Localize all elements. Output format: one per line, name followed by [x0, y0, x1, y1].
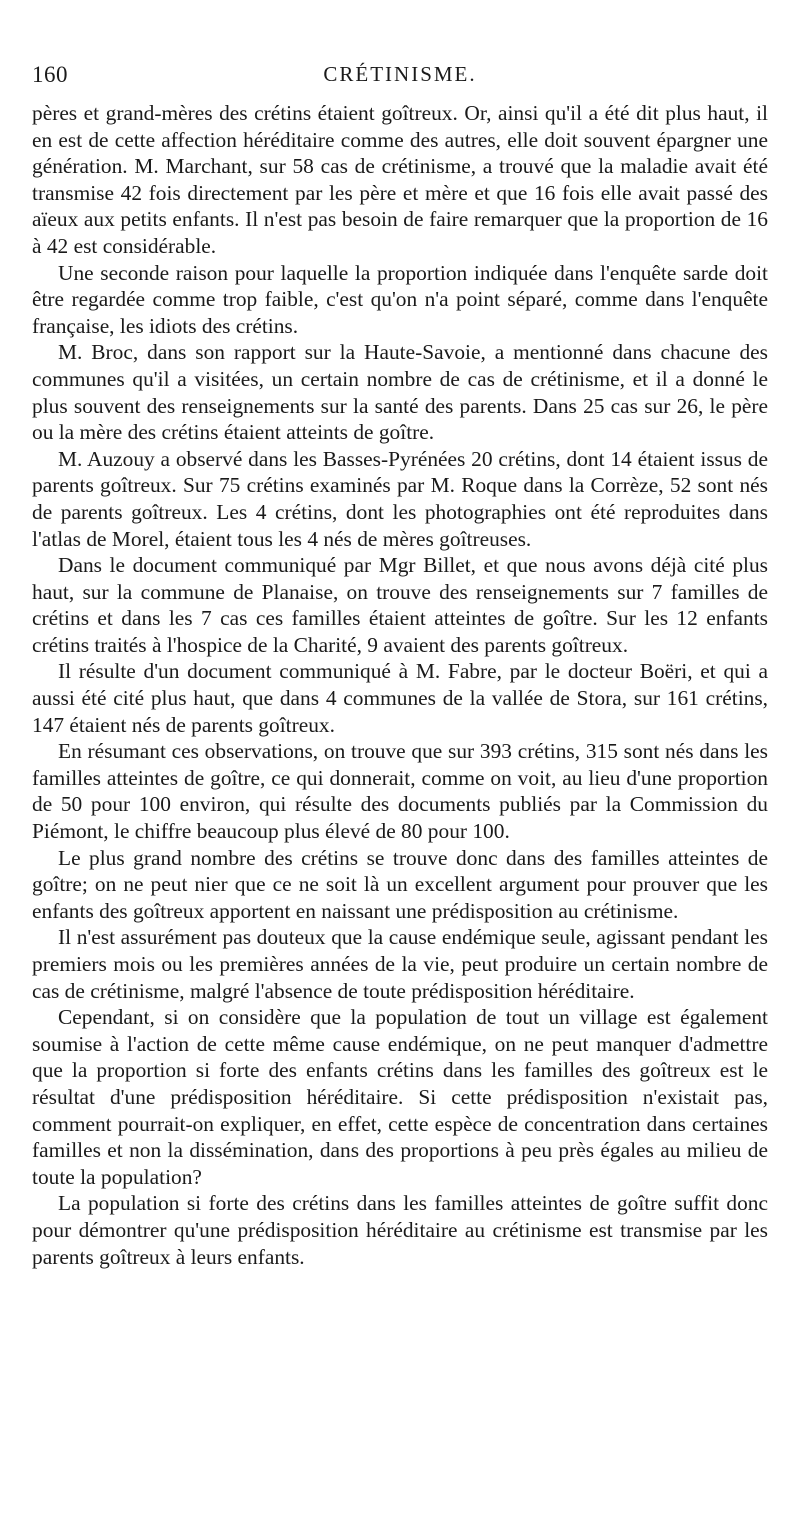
- paragraph: En résumant ces observations, on trouve que sur 393 crétins, 315 sont nés dans les familles atteintes de goître, ce qui donnerait, comme on voit, au lieu d'une proportion de 50 pour 100 environ, qui résulte des documents publiés par la Commission du Piémont, le chiffre beaucoup plus élevé de 80 pour 100.: [32, 739, 768, 844]
- paragraph-continuation: pères et grand-mères des crétins étaient goîtreux. Or, ainsi qu'il a été dit plus haut, il en est de cette affection héréditaire comme des autres, elle doit souvent épargner une génération. M. Marchant, sur 58 cas de crétinisme, a trouvé que la maladie avait été transmise 42 fois directement par les père et mère et que 16 fois elle avait passé des aïeux aux petits enfants. Il n'est pas besoin de faire remarquer que la proportion de 16 à 42 est considérable.: [32, 101, 768, 258]
- paragraph: Dans le document communiqué par Mgr Billet, et que nous avons déjà cité plus haut, sur la commune de Planaise, on trouve des renseignements sur 7 familles de crétins et dans les 7 cas ces familles étaient atteintes de goître. Sur les 12 enfants crétins traités à l'hospice de la Charité, 9 avaient des parents goîtreux.: [32, 553, 768, 657]
- page-number: 160: [32, 62, 68, 87]
- paragraph: La population si forte des crétins dans les familles atteintes de goître suffit donc pour démontrer qu'une prédisposition héréditaire au crétinisme est transmise par les parents goîtreux à leurs enfants.: [32, 1191, 768, 1269]
- paragraph: Cependant, si on considère que la population de tout un village est également soumise à l'action de cette même cause endémique, on ne peut manquer d'admettre que la proportion si forte des enfants crétins dans les familles des goîtreux est le résultat d'une prédisposition héréditaire. Si cette prédisposition n'existait pas, comment pourrait-on expliquer, en effet, cette espèce de concentration dans certaines familles et non la dissémination, dans des proportions à peu près égales au milieu de toute la population?: [32, 1005, 768, 1189]
- paragraph: Une seconde raison pour laquelle la proportion indiquée dans l'enquête sarde doit être regardée comme trop faible, c'est qu'on n'a point séparé, comme dans l'enquête française, les idiots des crétins.: [32, 260, 768, 338]
- paragraph: Le plus grand nombre des crétins se trouve donc dans des familles atteintes de goître; on ne peut nier que ce ne soit là un excellent argument pour prouver que les enfants des goîtreux apportent en naissant une prédisposition au crétinisme.: [32, 845, 768, 923]
- paragraph: Il n'est assurément pas douteux que la cause endémique seule, agissant pendant les premiers mois ou les premières années de la vie, peut produire un certain nombre de cas de crétinisme, malgré l'absence de toute prédisposition héréditaire.: [32, 925, 768, 1003]
- body-text: [32, 100, 768, 1270]
- paragraph: Il résulte d'un document communiqué à M. Fabre, par le docteur Boëri, et qui a aussi été cité plus haut, que dans 4 communes de la vallée de Stora, sur 161 crétins, 147 étaient nés de parents goîtreux.: [32, 659, 768, 737]
- paragraph: M. Broc, dans son rapport sur la Haute-Savoie, a mentionné dans chacune des communes qu'il a visitées, un certain nombre de cas de crétinisme, et il a donné le plus souvent des renseignements sur la santé des parents. Dans 25 cas sur 26, le père ou la mère des crétins étaient atteints de goître.: [32, 340, 768, 445]
- page-header: [32, 62, 768, 96]
- paragraph: M. Auzouy a observé dans les Basses-Pyrénées 20 crétins, dont 14 étaient issus de parents goîtreux. Sur 75 crétins examinés par M. Roque dans la Corrèze, 52 sont nés de parents goîtreux. Les 4 crétins, dont les photographies ont été reproduites dans l'atlas de Morel, étaient tous les 4 nés de mères goîtreuses.: [32, 446, 768, 551]
- running-title: CRÉTINISME.: [323, 62, 477, 86]
